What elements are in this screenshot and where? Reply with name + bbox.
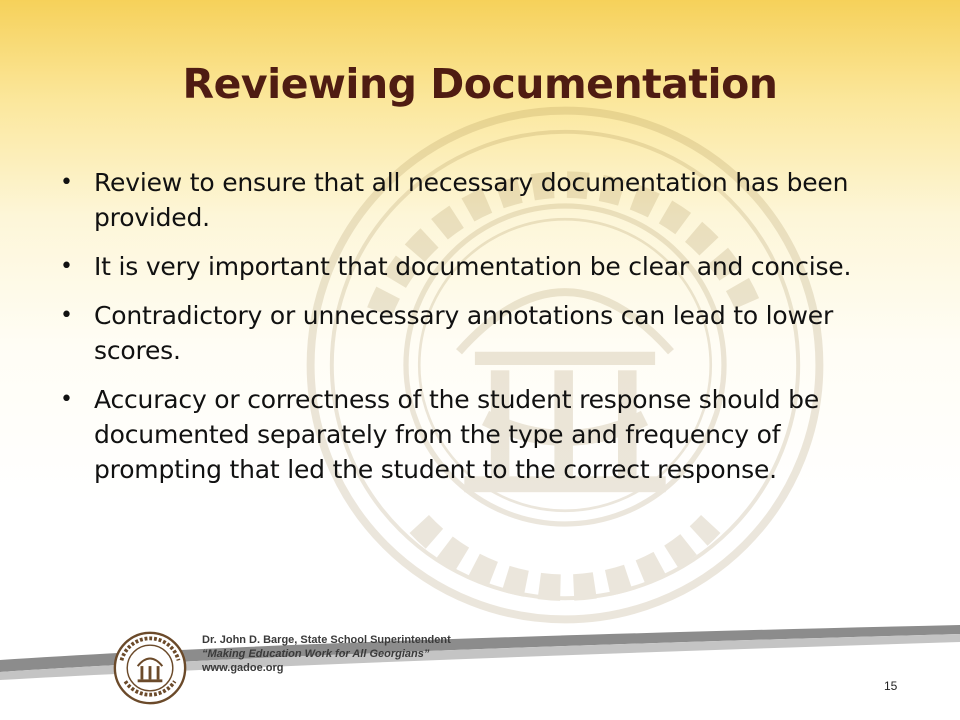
- bullet-item: [58, 382, 878, 487]
- bullet-text: It is very important that documentation be clear and concise.: [94, 252, 852, 281]
- bullet-dot: •: [60, 303, 73, 328]
- bullet-item: [58, 298, 878, 368]
- page-number: 15: [884, 679, 898, 693]
- bullet-list: [58, 165, 878, 501]
- bullet-item: [58, 165, 878, 235]
- slide-title: Reviewing Documentation: [182, 60, 778, 108]
- bullet-dot: •: [60, 254, 73, 279]
- bullet-text: Contradictory or unnecessary annotations can lead to lower scores.: [94, 301, 834, 365]
- bullet-text: Review to ensure that all necessary documentation has been provided.: [94, 168, 849, 232]
- footer-website-link[interactable]: www.gadoe.org: [202, 662, 284, 674]
- footer-motto: “Making Education Work for All Georgians”: [202, 648, 430, 660]
- bullet-dot: •: [60, 387, 73, 412]
- superintendent-name: Dr. John D. Barge, State School Superintendent: [202, 634, 451, 646]
- georgia-doe-seal-icon: [112, 630, 188, 706]
- bullet-item: [58, 249, 878, 284]
- bullet-dot: •: [60, 170, 73, 195]
- bullet-text: Accuracy or correctness of the student response should be documented separately from the type and frequency of prompting that led the student to the correct response.: [94, 385, 820, 484]
- footer-text: [202, 633, 451, 675]
